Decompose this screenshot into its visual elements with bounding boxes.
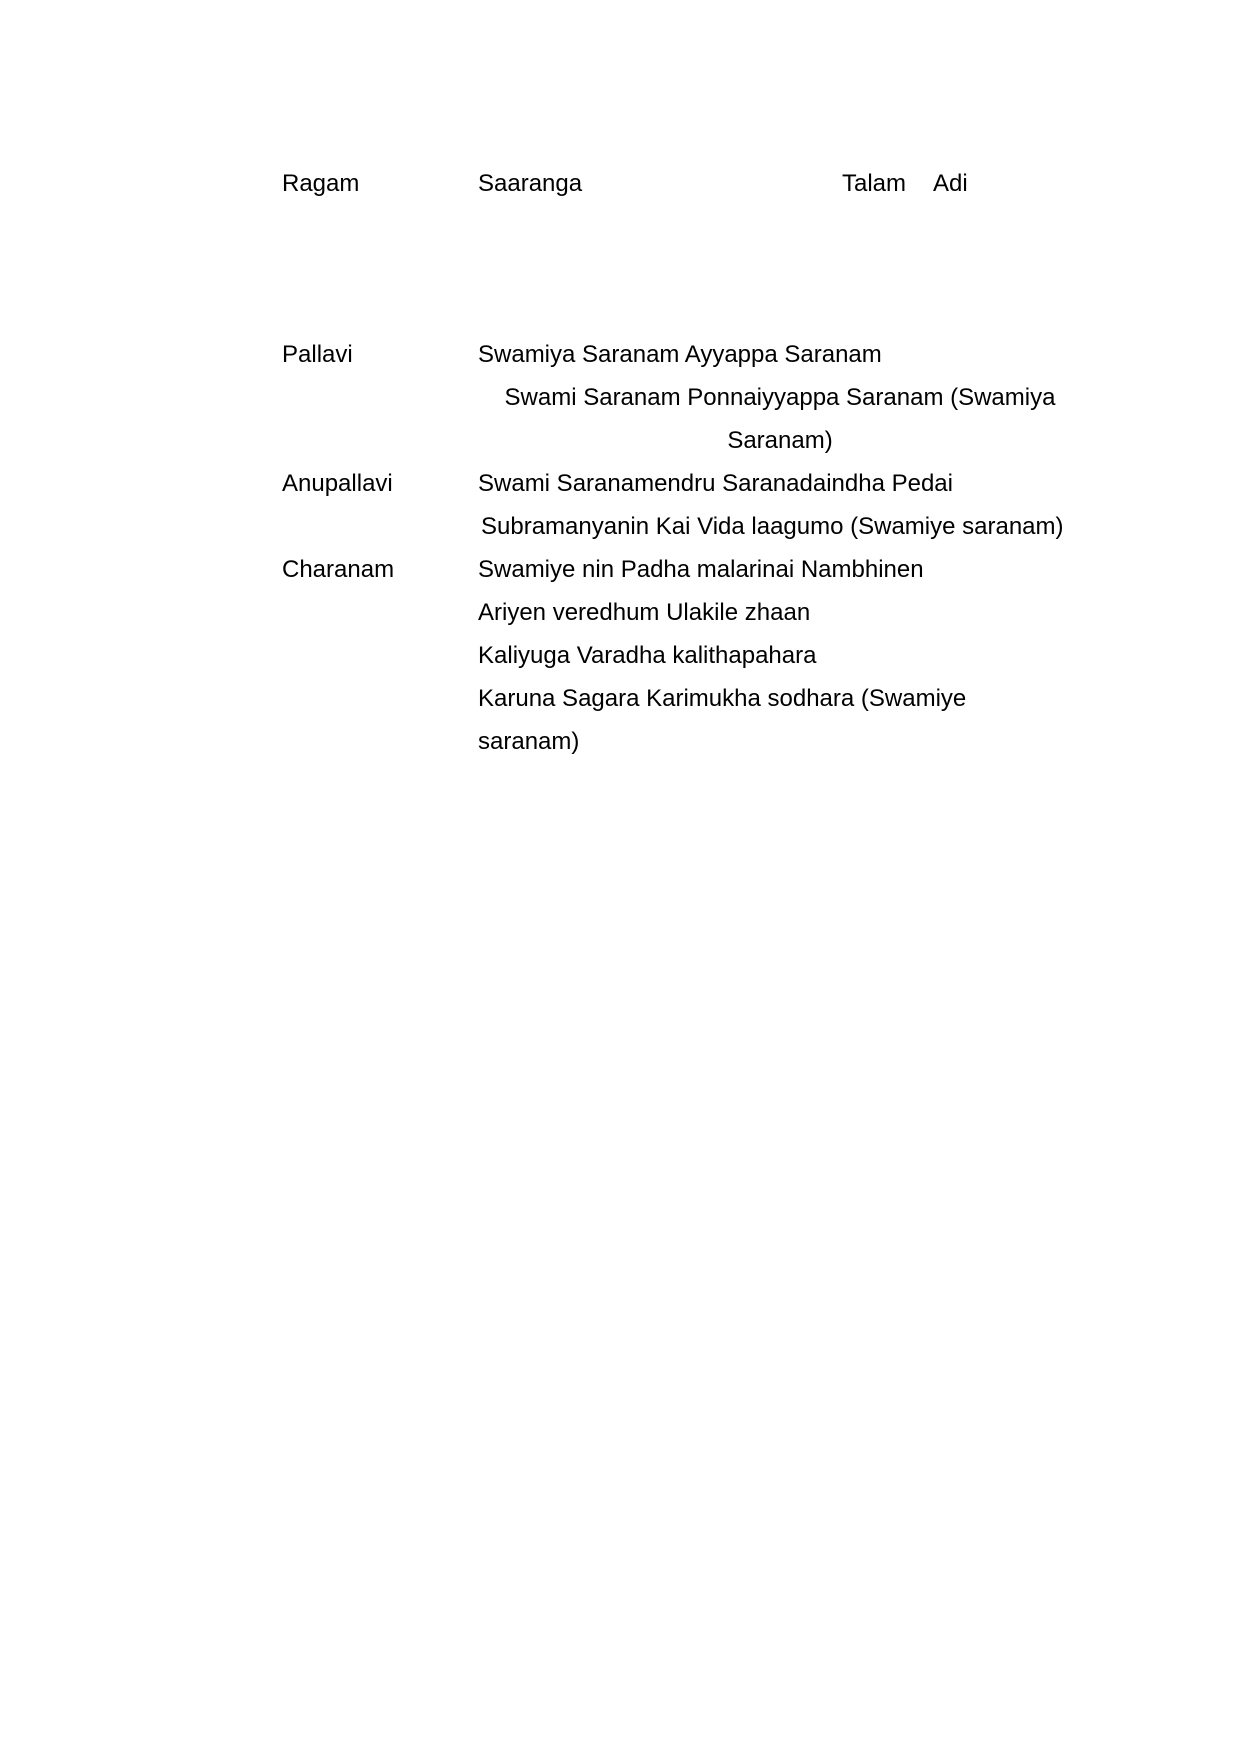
pallavi-line: Swamiya Saranam Ayyappa Saranam [478,341,882,368]
charanam-line: Karuna Sagara Karimukha sodhara (Swamiye [478,685,967,712]
pallavi-label: Pallavi [282,341,353,368]
ragam-value: Saaranga [478,170,583,197]
anupallavi-line: Subramanyanin Kai Vida laagumo (Swamiye saranam) [481,513,1064,540]
anupallavi-line: Swami Saranamendru Saranadaindha Pedai [478,470,953,497]
ragam-label: Ragam [282,170,360,197]
charanam-line: saranam) [478,728,580,755]
pallavi-line: Saranam) [727,427,833,454]
anupallavi-label: Anupallavi [282,470,393,497]
charanam-label: Charanam [282,556,395,583]
talam-label: Talam [842,170,907,197]
charanam-line: Kaliyuga Varadha kalithapahara [478,642,817,669]
charanam-line: Ariyen veredhum Ulakile zhaan [478,599,811,626]
charanam-line: Swamiye nin Padha malarinai Nambhinen [478,556,924,583]
pallavi-line: Swami Saranam Ponnaiyyappa Saranam (Swamiya [504,384,1056,411]
talam-value: Adi [933,170,968,197]
